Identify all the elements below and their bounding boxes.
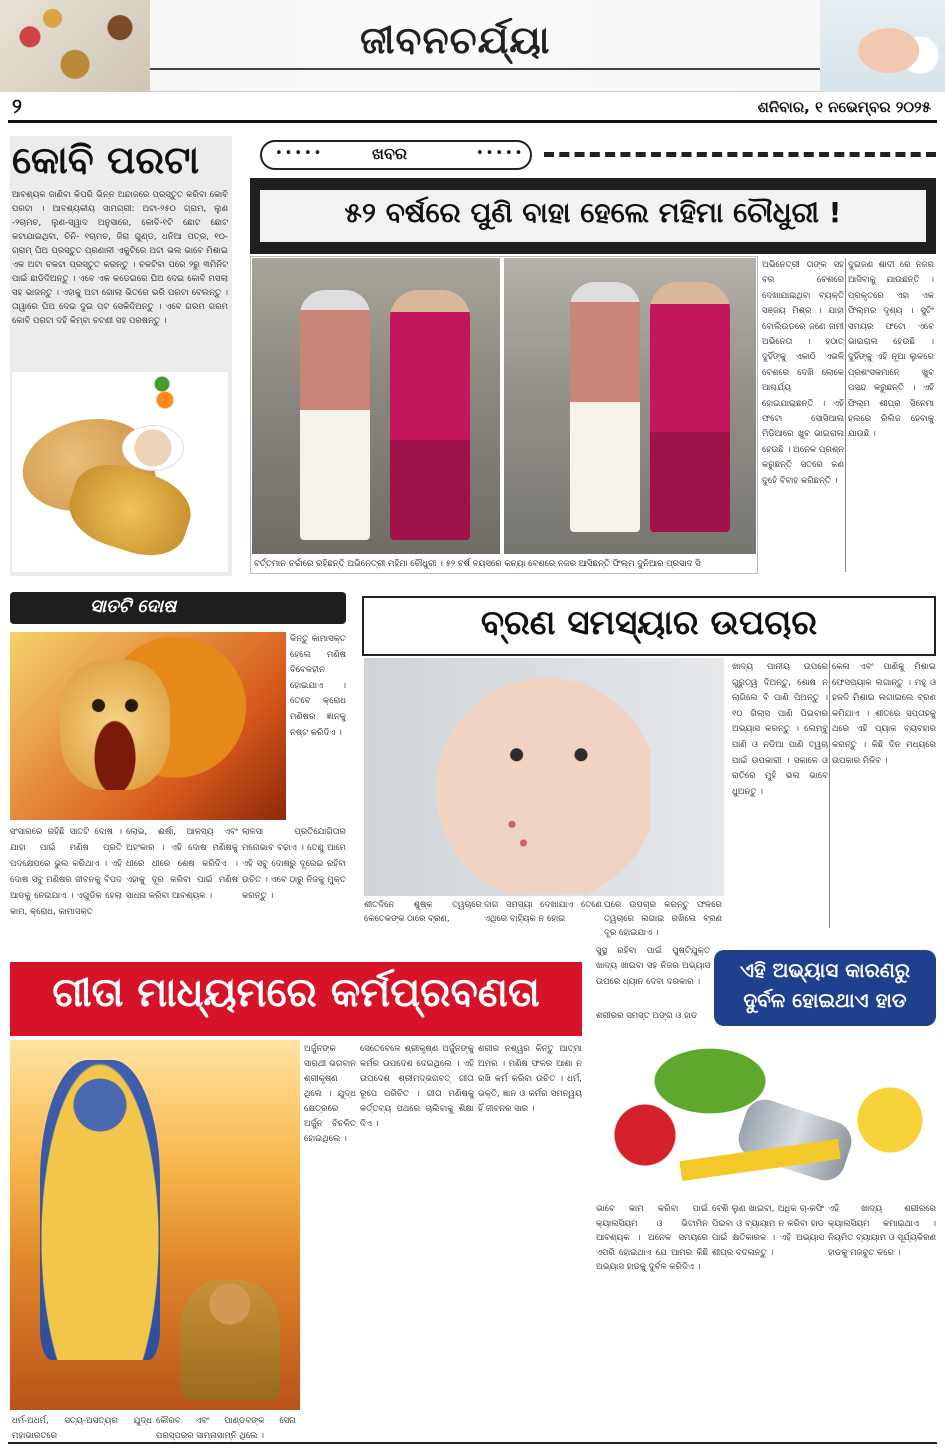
spices-image xyxy=(0,0,150,92)
banana xyxy=(850,1080,930,1160)
recipe-title: କୋବି ପରଟା xyxy=(12,138,200,182)
masthead-rule xyxy=(150,68,820,70)
bone-column: ବେଶି ଲୁଣ ଖାଇବା, ଅଧିକ ଚା-କଫି ପିଇବା ଓ ବ୍ୟାୟାମ ନ କରିବା ହାଡ ପାଇଁ କ୍ଷତିକାରକ । ଏହି ଅଭ୍ୟାସ ଶୀଘ୍ର ବଦଳାନ୍ତୁ । xyxy=(712,1204,824,1258)
acne-title: ବ୍ରଣ ସମସ୍ୟାର ଉପଚାର xyxy=(480,603,818,643)
demon-face xyxy=(60,660,170,790)
satati-column: ସଂସାରରେ ରହିଛି ସାତଟି ଦୋଷ । ଯାହା ପାଇଁ ମଣିଷ ପ୍ରତି ପଦକ୍ଷେପରେ ଭୁଲ କରିଥାଏ । ଏହି ଦୋଷ ସବୁ ମଣିଷର ଜୀବନକୁ ବିପଦ ଆଡକୁ ନେଇଯାଏ । ଏଗୁଡିକ ହେଲା କାମ, କ୍ରୋଧ, କାମାସକ୍ତ xyxy=(10,827,122,917)
arjuna-figure xyxy=(180,1280,280,1400)
krishna-figure xyxy=(40,1060,160,1360)
section-title: ଜୀବନଚର୍ଯ୍ୟା xyxy=(360,18,551,62)
bone-column: ଏହି ଖାଦ୍ୟ ଶରୀରରେ କ୍ୟାଲସିୟମ କମାଇଥାଏ । ନିୟମିତ ବ୍ୟାୟାମ ଓ ସୂର୍ଯ୍ୟକିରଣ ହାଡକୁ ମଜବୁତ କରେ । xyxy=(828,1204,936,1258)
gita-column: ଅର୍ଜୁନଙ୍କ ସାରଥୀ ଭଗବାନ ଶ୍ରୀକୃଷ୍ଣ ଥିଲେ । ଯୁଦ୍ଧ କ୍ଷେତ୍ରରେ ଅର୍ଜୁନ ବିଚଳିତ ହୋଇଥିଲେ । xyxy=(304,1044,356,1144)
satati-column: ଲୋଭ, ଈର୍ଷା, ଆଳସ୍ୟ ଏବଂ ଅହଂକାର । ଏହି ଦୋଷ ମଣିଷକୁ ଧୀରେ ଧୀରେ ଶେଷ କରିଦିଏ । ଏହାକୁ ଦୂର କରିବା ପାଇଁ ମଣିଷ ସାଧନା କରିବା ଆବଶ୍ୟକ । xyxy=(126,827,238,901)
acne-caption: ଘରେ ଉପଚାର କରନ୍ତୁ ଫଳରେ ତ୍ୱଚାରେ ଲଗାଇ ରଖିଲେ ବ୍ରଣ ଦୂର ହୋଇଯାଏ । xyxy=(604,900,722,938)
dashed-divider xyxy=(544,152,936,157)
gita-caption: ଧର୍ମ-ଅଧର୍ମ, ସତ୍ୟ-ଅସତ୍ୟର ଯୁଦ୍ଧ ମହାଭାରତରେ xyxy=(12,1416,152,1441)
satati-header xyxy=(10,592,346,624)
news-headline: ୫୨ ବର୍ଷରେ ପୁଣି ବାହା ହେଲେ ମହିମା ଚୌଧୁରୀ ! xyxy=(344,196,842,229)
news-column: ଅଭିନେତ୍ରୀ ତାଙ୍କ ସହ ବର ବେଶରେ ଦେଖାଯାଇଥିବା ବ୍ୟକ୍ତି ସଞ୍ଜୟ ମିଶ୍ର । ଯାହା ବୋଲିଉଡରେ ଜଣେ ନାମୀ ଅଭିନେତା । ହଠାତ୍ ଦୁହିଁଙ୍କୁ ଏକାଠି ଏଭଳି ବେଶରେ ଦେଖି ଲୋକେ ଆଶ୍ଚର୍ଯ୍ୟ ହୋଇଯାଇଛନ୍ତି । ଏହି ଫଟୋ ସୋସିଆଲ ମିଡିଆରେ ଖୁବ ଭାଇରାଲ ହେଉଛି । ଅନେକ ପ୍ରଶ୍ନ କରୁଛନ୍ତି ସତରେ କଣ ଦୁହେଁ ବିବାହ କରିଛନ୍ତି । xyxy=(762,260,844,486)
bone-title-line2: ଦୁର୍ବଳ ହୋଇଥାଏ ହାଡ xyxy=(743,988,907,1012)
decor-dots: ••••• xyxy=(476,146,525,161)
column-divider xyxy=(845,258,846,572)
news-tag-label: ଖବର xyxy=(372,144,408,163)
bone-column: ଭାବେ କାମ କରିବା ପାଇଁ କ୍ୟାଲସିୟମ ଓ ଭିଟାମିନ ଆବଶ୍ୟକ । ଅନେକ ସମୟରେ ଏପରି ହୋଇଥାଏ ଯେ ଆମର କିଛି ଅଭ୍ୟାସ ହାଡକୁ ଦୁର୍ବଳ କରିଦିଏ । xyxy=(596,1204,708,1273)
decor-dots: ••••• xyxy=(275,146,324,161)
bone-intro: ଶରୀରର ସମସ୍ତ ଅଙ୍ଗ ଓ ହାଡ xyxy=(596,1011,698,1021)
groom-figure xyxy=(300,290,370,540)
acne-column: ଖାଦ୍ୟ ପାନୀୟ ଉପରେ ଗୁରୁତ୍ୱ ଦିଅନ୍ତୁ, ଶୋଷ ନ ଲାଗିଲେ ବି ପାଣି ପିଅନ୍ତୁ । ୧୦ ଗିଲାସ ପାଣି ପିଇବାର ଅଭ୍ୟାସ କରନ୍ତୁ । ଲେମ୍ବୁ ପାଣି ଓ ନଡିଆ ପାଣି ତ୍ୱଚା ପାଇଁ ଉପକାରୀ । ସକାଳେ ଓ ରାତିରେ ମୁହଁ ଭଲ ଭାବେ ଧୁଅନ୍ତୁ । xyxy=(732,662,828,797)
acne-column: କେଳା ଏବଂ ପାଣିକୁ ମିଶାଇ ଫେସପ୍ୟାକ ଲଗାନ୍ତୁ । ମହୁ ଓ ହଳଦି ମିଶାଇ ଲଗାଇଲେ ବ୍ରଣ କମିଯାଏ । ଶୀତରେ ସପ୍ତାହକୁ ଥରେ ଏହି ପ୍ୟାକ ବ୍ୟବହାର କରନ୍ତୁ । କିଛି ଦିନ ମଧ୍ୟରେ ଉପକାର ମିଳିବ । xyxy=(832,662,936,766)
bride-figure xyxy=(650,282,730,532)
groom-figure xyxy=(570,282,640,532)
carrot-garnish xyxy=(150,376,180,416)
gita-title: ଗୀତା ମାଧ୍ୟମରେ କର୍ମପ୍ରବଣତା xyxy=(52,970,540,1016)
news-column: ଦୁଇଜଣ ଶାଦୀ ରେ ନଜର ଆସିବାକୁ ଯାଉଛନ୍ତି । ପ୍ରକୃତରେ ଏହା ଏକ ଫିଲ୍ମର ଦୃଶ୍ୟ । ସୁଟିଂ ସମୟର ଫଟୋ ଏବେ ଭାଇରାଲ ହେଉଛି । ଦୁହିଁଙ୍କୁ ଏହି ନୂଆ ଲୁକରେ ପ୍ରଶଂସକମାନେ ଖୁବ ପସନ୍ଦ କରୁଛନ୍ତି । ଏହି ଫିଲ୍ମ ଶୀଘ୍ର ସିନେମା ହଲରେ ରିଲିଜ ହେବାକୁ ଯାଉଛି । xyxy=(848,260,934,440)
gita-column: ସେତେବେଳେ ଶ୍ରୀକୃଷ୍ଣ ଅର୍ଜୁନଙ୍କୁ କର୍ମର ଉପଦେଶ ଦେଇଥିଲେ । ଏହି ଉପଦେଶ ଶ୍ରୀମଦ୍ଭଗବତ୍ ଗୀତା ରୂପେ ପରିଚିତ । ଗୀତା ମଣିଷକୁ କର୍ତ୍ତବ୍ୟ ପଥରେ ଚାଲିବାକୁ ଶିକ୍ଷା ଦିଏ । xyxy=(360,1044,474,1129)
acne-caption: ଶୀତଦିନେ ଶୁଷ୍କ ତ୍ୱଚାରେ କେତେକଙ୍କ ଠାରେ ବ୍ରଣ, xyxy=(364,900,482,924)
acne-caption: ଦାଗ ସମସ୍ୟା ଦେଖାଯାଏ ତେଣେ ଏଥିରେ ବାହ୍ୟିକ ନ ହୋଇ xyxy=(484,900,602,924)
bride-figure xyxy=(390,290,470,540)
page-number: ୨ xyxy=(12,94,22,118)
gita-caption: କୌରବ ଏବଂ ପାଣ୍ଡବଙ୍କ ସେନା ପରସ୍ପରର ସାମ୍ନାସାମ୍ନି ଥିଲେ । xyxy=(156,1416,296,1441)
dip-bowl xyxy=(122,425,184,471)
header-rule xyxy=(8,120,937,123)
publication-date: ଶନିବାର, ୧ ନଭେମ୍ବର ୨୦୨୫ xyxy=(757,98,931,116)
bone-title-line1: ଏହି ଅଭ୍ୟାସ କାରଣରୁ xyxy=(739,958,911,982)
bone-intro: ସୁସ୍ଥ ରହିବା ପାଇଁ ପୁଷ୍ଟିଯୁକ୍ତ ଖାଦ୍ୟ ଖାଇବା ସହ ନିଜର ଅଭ୍ୟାସ ଉପରେ ଧ୍ୟାନ ଦେବା ଦରକାର । xyxy=(596,946,710,987)
news-caption: ବର୍ତ୍ତମାନ ଚର୍ଚ୍ଚାରେ ରହିଛନ୍ତି ଅଭିନେତ୍ରୀ ମହିମା ଚୌଧୁରୀ । ୫୨ ବର୍ଷ ବୟସରେ କନ୍ୟା ବେଶରେ ନଜର ଆସିଛନ୍ତି ଫିଲ୍ମ ଦୁନିଆର ପ୍ରସାଦ ସି xyxy=(254,559,701,569)
satati-column: ଲାଳସା ପ୍ରତିଯୋଗିତାର ମନୋଭାବ ବଢାଏ । ତେଣୁ ଆମେ ଏହି ସବୁ ଦୋଷରୁ ଦୂରେଇ ରହିବା ଉଚିତ । ଏବେ ଠାରୁ ନିଜକୁ ମୁକ୍ତ କରନ୍ତୁ । xyxy=(242,827,346,901)
skincare-model-image xyxy=(820,0,945,92)
footer-rule xyxy=(8,1442,937,1444)
column-divider xyxy=(829,660,830,928)
satati-column: କିନ୍ତୁ କାମାସକ୍ତ ହେଲେ ମଣିଷ ବିବେକହୀନ ହୋଇଯାଏ । ତେବେ କ୍ରୋଧ ମଣିଷର ଜ୍ଞାନକୁ ନଷ୍ଟ କରିଦିଏ । xyxy=(290,634,346,738)
recipe-body: ଆବଶ୍ୟକ ଜାଣିବା କିପରି ଭିନ୍ନ ଅନ୍ଦାଜରେ ପ୍ରସ୍ତୁତ କରିବା କୋବି ପରଟା । ଆବଶ୍ୟକୀୟ ସାମଗ୍ରୀ: ଅଟା-୨୫୦ ଗ୍ରାମ, ଲୁଣ -୨ଚାମଚ, ଲୁଣ-ସ୍ୱାଦ ଅନୁସାରେ, କୋବି-୧ଟି ଛୋଟ ଛୋଟ କଟାଯାଇଥିବା, ଚିନି- ୧ଚାମଚ, ଜିରା ଗୁଣ୍ଡ, ଧନିଆ ପତ୍ର, ୧୦- ଗ୍ରାମ୍ ଘିଅ ପ୍ରସ୍ତୁତ ପ୍ରଣାଳୀ ଏକୁଟିରେ ଅଟା ଭଲ ଭାବେ ମିଶାଇ ଏକ ଅଟା ଚକଟା ପ୍ରସ୍ତୁତ କରନ୍ତୁ । ଚକଟିବା ପରେ ୨ରୁ ୩ମିନିଟ ପାଇଁ ଛାଡିଦିଅନ୍ତୁ । ଏବେ ଏକ କଡେଇରେ ଘିଅ ଦେଇ କୋବି ମସଲା ସହ ଭାଜନ୍ତୁ । ଏହାକୁ ଅଟା ଗୋଲା ଭିତରେ ଭରି ପରଟା ବେଲନ୍ତୁ । ତାୱାରେ ଘିଅ ଦେଇ ଦୁଇ ପଟ ସେକିଦିଅନ୍ତୁ । ଏବେ ଗରମ ଗରମ କୋବି ପରଟା ଦହି କିମ୍ବା ଚଟଣୀ ସହ ପରଷନ୍ତୁ । xyxy=(12,190,228,326)
satati-title: ସାତଟି ଦୋଷ xyxy=(90,596,177,617)
face-photo xyxy=(420,662,650,894)
gita-column: ଶରୀର ନଶ୍ୱର କିନ୍ତୁ ଆତ୍ମା ଅମର । ମଣିଷ ଫଳର ଆଶା ନ ରଖି କର୍ମ କରିବା ଉଚିତ । ଧର୍ମ, ଭକ୍ତି, ଜ୍ଞାନ ଓ କର୍ମର ସମନ୍ୱୟ ହିଁ ଜୀବନର ସାର । xyxy=(478,1044,582,1114)
